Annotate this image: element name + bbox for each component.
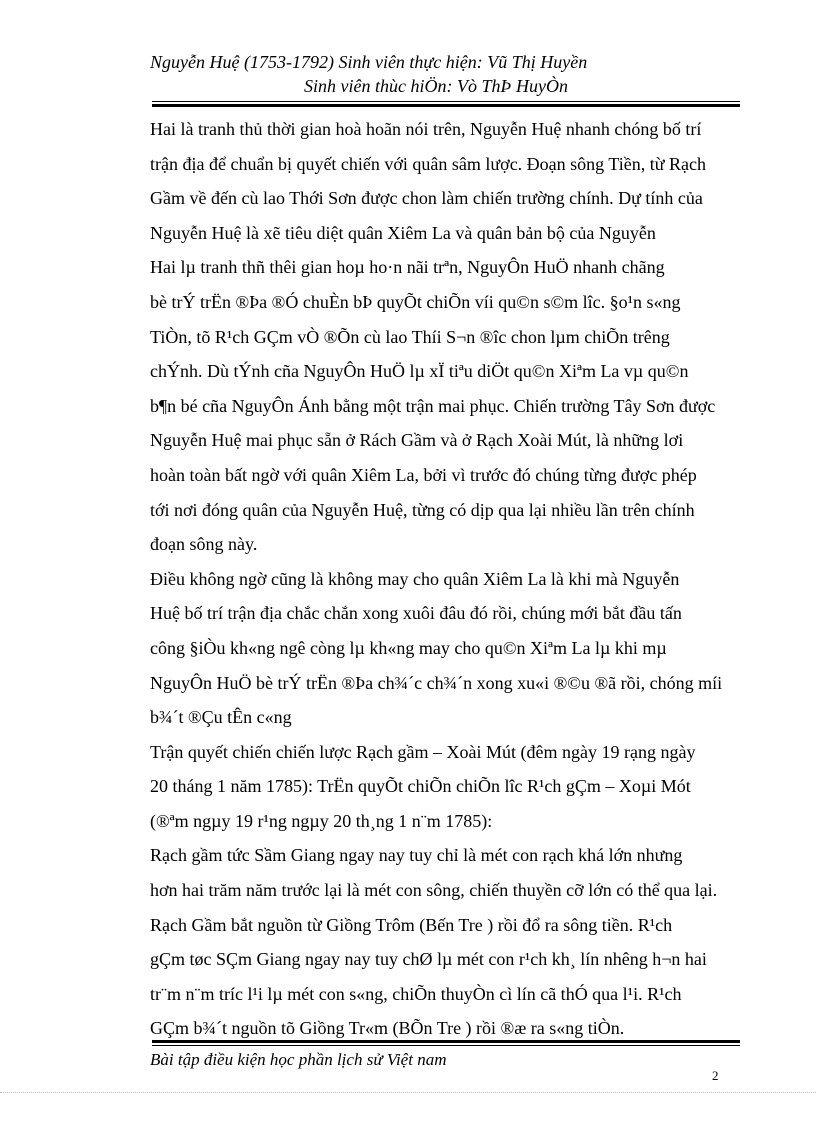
text-line: Gầm về đến cù lao Thới Sơn được chon làm chiến trường chính. Dự tính của [150,188,703,209]
header-line-2: Sinh viên thùc hiÖn: Vò ThÞ HuyÒn [304,76,568,96]
body-text [150,112,746,1046]
text-line: công §iÒu kh«ng ngê còng lµ kh«ng may cho qu©n Xiªm La lµ khi mµ [150,637,667,658]
text-line: đoạn sông này. [150,534,258,555]
text-line: Rạch gầm tức Sầm Giang ngay nay tuy chỉ là mét con rạch khá lớn nhưng [150,845,683,866]
text-line: Điều không ngờ cũng là không may cho quân Xiêm La là khi mà Nguyễn [150,568,680,589]
text-line: hoàn toàn bất ngờ với quân Xiêm La, bởi vì trước đó chúng từng được phép [150,464,697,485]
text-line: chÝnh. Dù tÝnh cña NguyÔn HuÖ lµ xÏ tiªu diÖt qu©n Xiªm La vµ qu©n [150,361,689,382]
header-rule-thick [152,104,740,107]
text-line: Rạch Gầm bắt nguồn từ Giồng Trôm (Bến Tre ) rồi đổ ra sông tiền. R¹ch [150,914,673,935]
text-line: Hai lµ tranh thñ thêi gian hoµ ho·n nãi trªn, NguyÔn HuÖ nhanh chãng [150,257,665,278]
footer-text: Bài tập điều kiện học phần lịch sử Việt nam [150,1050,447,1069]
page-number: 2 [712,1068,719,1083]
header-rule-thin [152,101,740,102]
text-line: Nguyễn Huệ mai phục sẵn ở Rách Gầm và ở Rạch Xoài Mút, là những lơi [150,430,684,451]
text-line: b¶n bé cña NguyÔn Ánh bằng một trận mai phục. Chiến trường Tây Sơn được [150,395,716,416]
text-line: tới nơi đóng quân của Nguyễn Huệ, từng có dịp qua lại nhiều lần trên chính [150,499,695,520]
footer-rule-thin [152,1045,740,1046]
header-line-1: Nguyễn Huệ (1753-1792) Sinh viên thực hiện: Vũ Thị Huyền [150,52,588,72]
text-line: trận địa để chuẩn bị quyết chiến với quân sâm lược. Đoạn sông Tiền, từ Rạch [150,153,706,174]
text-line: Trận quyết chiến chiến lược Rạch gầm – Xoài Mút (đêm ngày 19 rạng ngày [150,741,696,762]
text-line: bè trÝ trËn ®Þa ®Ó chuÈn bÞ quyÕt chiÕn víi qu©n s©m lîc. §o¹n s«ng [150,291,681,312]
text-line: Huệ bố trí trận địa chắc chắn xong xuôi đâu đó rồi, chúng mới bắt đầu tấn [150,603,682,624]
text-line: b¾´t ®Çu tÊn c«ng [150,707,292,728]
text-line: Nguyễn Huệ là xẽ tiêu diệt quân Xiêm La và quân bản bộ của Nguyễn [150,222,656,243]
text-line: NguyÔn HuÖ bè trÝ trËn ®Þa ch¾´c ch¾´n xong xu«i ®©u ®ã rồi, chóng míi [150,672,723,693]
footer-rule-thick [152,1040,740,1043]
text-line: 20 tháng 1 năm 1785): TrËn quyÕt chiÕn chiÕn lîc R¹ch gÇm – Xoµi Mót [150,776,691,797]
text-line: Hai là tranh thủ thời gian hoà hoãn nói trên, Nguyễn Huệ nhanh chóng bố trí [150,119,702,139]
text-line: (®ªm ngµy 19 r¹ng ngµy 20 th¸ng 1 n¨m 1785): [150,810,493,831]
page-bottom-divider [0,1092,816,1093]
text-line: TiÒn, tõ R¹ch GÇm vÒ ®Õn cù lao Thíi S¬n ®îc chon lµm chiÕn trêng [150,326,670,347]
text-line: gÇm tøc SÇm Giang ngay nay tuy chØ lµ mét con r¹ch kh¸ lín nhêng h¬n hai [150,949,707,970]
text-line: hơn hai trăm năm trước lại là mét con sông, chiến thuyền cỡ lớn có thể qua lại. [150,880,718,901]
text-line: tr¨m n¨m tríc l¹i lµ mét con s«ng, chiÕn thuyÒn cì lín cã thÓ qua l¹i. R¹ch [150,983,682,1004]
text-line: GÇm b¾´t nguồn tõ Giồng Tr«m (BÕn Tre ) rồi ®æ ra s«ng tiÒn. [150,1018,625,1039]
